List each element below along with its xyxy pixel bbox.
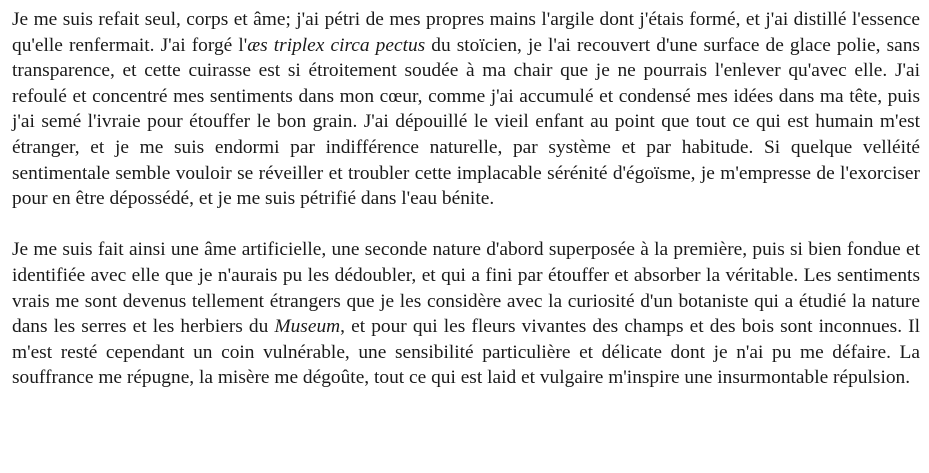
paragraph-2-museum-word: Museum — [274, 316, 341, 338]
paragraph-1-latin-phrase: æs triplex circa pectus — [247, 34, 426, 56]
paragraph-2-text-a: Je me suis fait ainsi une âme artificielle, une seconde nature d'abord superposée à la première, puis si bien fondue et identifiée avec elle que je n'aurais pu les dédoubler, et qui a fini par étouffer et absorber la véritable. Les sentiments vrais me sont devenus tellement étrangers que je les considère avec la curiosité d'un botaniste qui a étudié la nature dans les serres et les herbiers du — [12, 239, 920, 338]
paragraph-2 — [12, 237, 920, 391]
paragraph-1-text-b: du stoïcien, je l'ai recouvert d'une surface de glace polie, sans transparence, et cette cuirasse est si étroitement soudée à ma chair que je ne pourrais l'enlever qu'avec elle. J'ai refoulé et concentré mes sentiments dans mon cœur, comme j'ai accumulé et condensé mes idées dans ma tête, puis j'ai semé l'ivraie pour étouffer le bon grain. J'ai dépouillé le vieil enfant au point que tout ce qui est humain m'est étranger, et je me suis endormi par indifférence naturelle, par système et par habitude. Si quelque velléité sentimentale semble vouloir se réveiller et troubler cette implacable sérénité d'égoïsme, je m'empresse de l'exorciser pour en être dépossédé, et je me suis pétrifié dans l'eau bénite. — [12, 34, 920, 210]
paragraph-2-text-b: , et pour qui les fleurs vivantes des champs et des bois sont inconnues. Il m'est resté cependant un coin vulnérable, une sensibilité particulière et délicate dont je n'ai pu me défaire. La souffrance me répugne, la misère me dégoûte, tout ce qui est laid et vulgaire m'inspire une insurmontable répulsion. — [12, 316, 920, 389]
paragraph-1 — [12, 7, 920, 212]
paragraph-1-text-a: Je me suis refait seul, corps et âme; j'ai pétri de mes propres mains l'argile dont j'étais formé, et j'ai distillé l'essence qu'elle renfermait. J'ai forgé l' — [12, 9, 920, 56]
